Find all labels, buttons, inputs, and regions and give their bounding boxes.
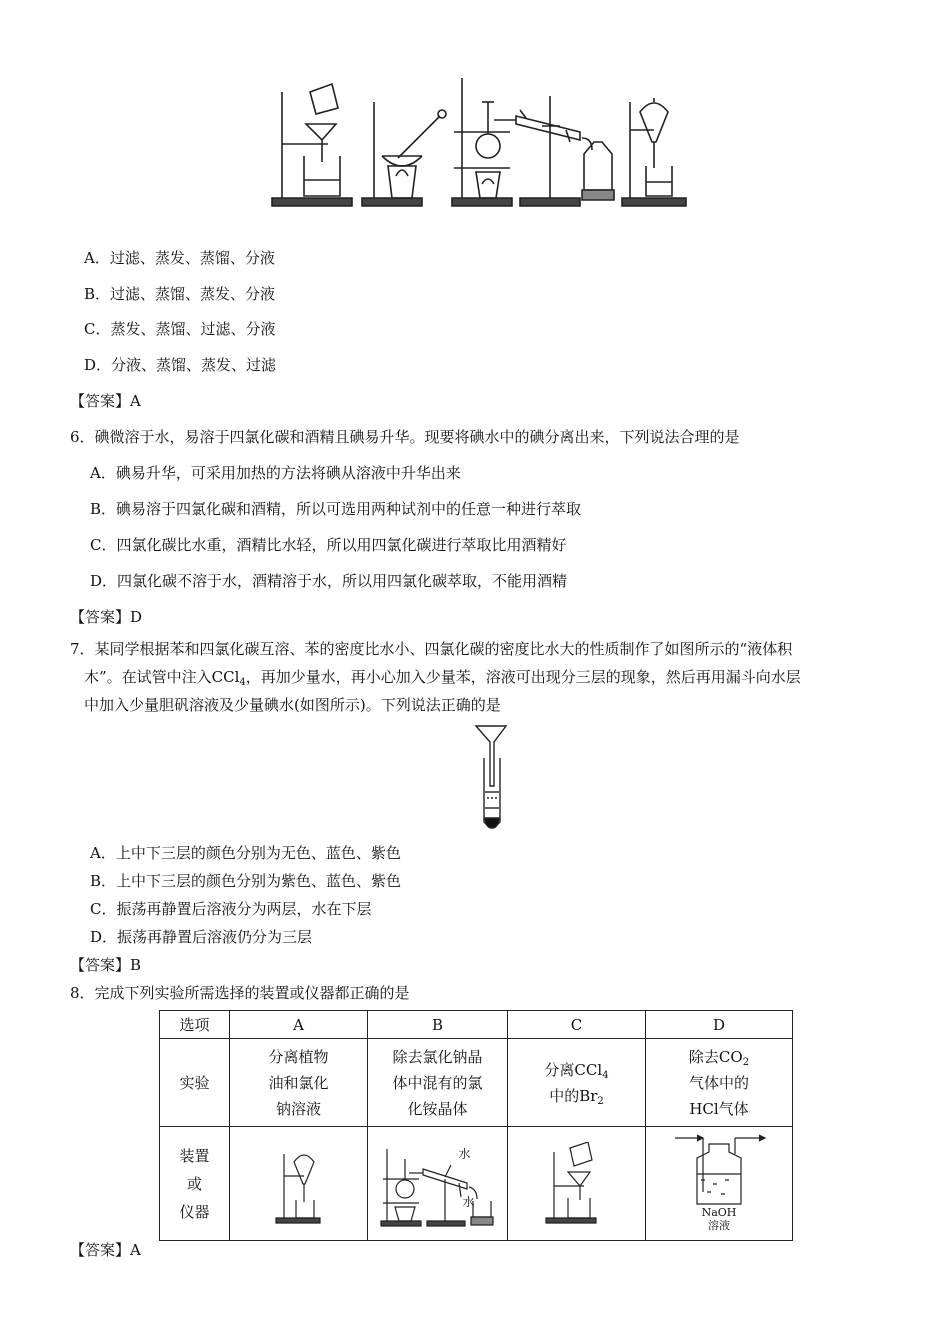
q5-option-d: D．分液、蒸馏、蒸发、过滤 [84,356,277,374]
apparatus-c [508,1127,646,1241]
q6-stem: 6．碘微溶于水，易溶于四氯化碳和酒精且碘易升华。现要将碘水中的碘分离出来，下列说法合理的是 [70,428,740,446]
q8-stem: 8．完成下列实验所需选择的装置或仪器都正确的是 [70,984,410,1002]
distillation-figure [379,1139,497,1229]
q8-options-table [159,1010,793,1241]
q8-answer: 【答案】A [70,1241,141,1259]
q7-answer: 【答案】B [70,956,142,974]
q7-stem-line2: 木”。在试管中注入CCl$_4$，再加少量水，再小心加入少量苯，溶液可出现分三层的现象，然后再用漏斗向水层 [84,668,801,688]
q6-option-d: D．四氯化碳不溶于水，酒精溶于水，所以用四氯化碳萃取，不能用酒精 [90,572,568,590]
test-tube-figure [472,722,512,834]
q6-answer: 【答案】D [70,608,143,626]
header-c: C [508,1011,646,1039]
separatory-funnel-figure [274,1142,324,1226]
q6-option-a: A．碘易升华，可采用加热的方法将碘从溶液中升华出来 [90,464,461,482]
q7-stem-line1: 7．某同学根据苯和四氯化碳互溶、苯的密度比水小、四氯化碳的密度比水大的性质制作了如图所示的“液体积 [70,640,793,658]
q6-option-c: C．四氯化碳比水重，酒精比水轻，所以用四氯化碳进行萃取比用酒精好 [90,536,567,554]
q6-option-b: B．碘易溶于四氯化碳和酒精，所以可选用两种试剂中的任意一种进行萃取 [90,500,582,518]
experiment-a: 分离植物 油和氯化 钠溶液 [230,1039,368,1127]
q5-option-a: A．过滤、蒸发、蒸馏、分液 [84,249,275,267]
q5-answer: 【答案】A [70,392,141,410]
naoh-label: NaOH 溶液 [701,1205,737,1232]
apparatus-b [368,1127,508,1241]
apparatus-a [230,1127,368,1241]
header-a: A [230,1011,368,1039]
apparatus-figure-q5 [270,72,688,212]
row-label-apparatus: 装置 或 仪器 [160,1127,230,1241]
experiment-b: 除去氯化钠晶 体中混有的氯 化铵晶体 [368,1039,508,1127]
q7-stem-line3: 中加入少量胆矾溶液及少量碘水(如图所示)。下列说法正确的是 [84,696,501,714]
q7-option-c: C．振荡再静置后溶液分为两层，水在下层 [90,900,372,918]
row-label-experiment: 实验 [160,1039,230,1127]
water-label-top: 水 [458,1146,471,1161]
q5-option-c: C．蒸发、蒸馏、过滤、分液 [84,320,276,338]
q7-option-d: D．振荡再静置后溶液仍分为三层 [90,928,313,946]
experiment-d: 除去$CO_2$ 气体中的 HCl气体 [646,1039,793,1127]
gas-washing-bottle-figure [669,1134,769,1206]
q5-option-b: B．过滤、蒸馏、蒸发、分液 [84,285,276,303]
header-b: B [368,1011,508,1039]
q7-option-b: B．上中下三层的颜色分别为紫色、蓝色、紫色 [90,872,402,890]
q7-option-a: A．上中下三层的颜色分别为无色、蓝色、紫色 [90,844,401,862]
experiment-c: 分离CCl$_4$ 中的$Br_2$ [508,1039,646,1127]
filtration-figure [544,1142,610,1226]
water-label-bottom: 水 [462,1194,475,1209]
header-option: 选项 [160,1011,230,1039]
header-d: D [646,1011,793,1039]
apparatus-d [646,1127,793,1241]
